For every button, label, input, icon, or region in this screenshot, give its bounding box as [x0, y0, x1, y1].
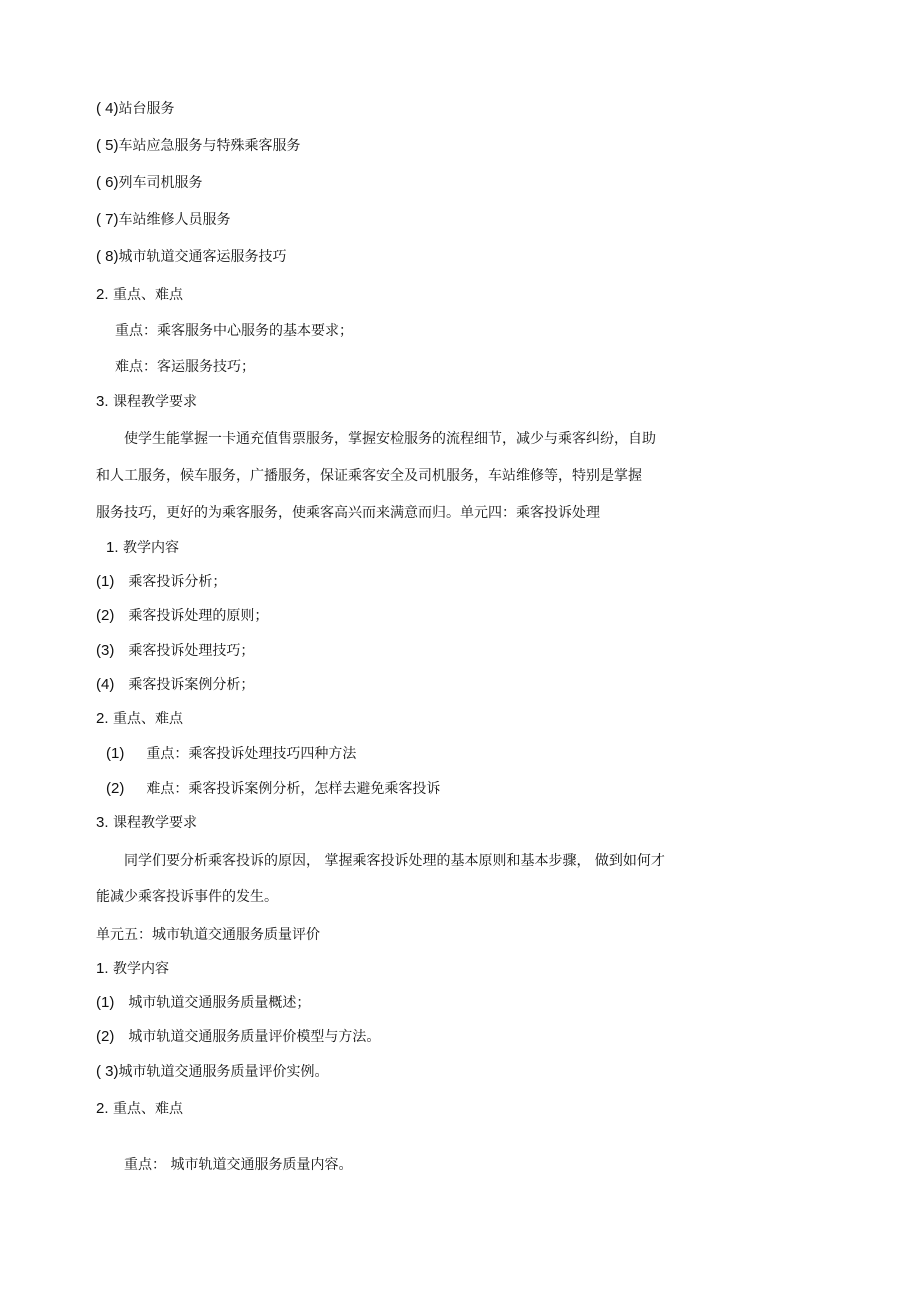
list-item: [96, 993, 310, 1013]
paragraph: [96, 887, 278, 907]
item-number: (4): [96, 676, 115, 693]
heading-text: 课程教学要求: [112, 394, 197, 410]
heading-number: 1.: [96, 960, 109, 977]
item-number: ( 4): [96, 100, 119, 117]
paragraph-text: 重点：乘客服务中心服务的基本要求；: [115, 323, 353, 339]
heading-text: 教学内容: [122, 540, 179, 556]
paragraph: [96, 466, 642, 486]
item-number: (2): [106, 780, 125, 797]
item-number: ( 8): [96, 248, 119, 265]
paragraph-text: 同学们要分析乘客投诉的原因， 掌握乘客投诉处理的基本原则和基本步骤， 做到如何才: [124, 853, 665, 869]
list-item: [96, 1062, 329, 1082]
item-number: (2): [96, 607, 115, 624]
item-number: ( 6): [96, 174, 119, 191]
paragraph: [96, 503, 600, 523]
item-text: 乘客投诉处理技巧；: [128, 643, 255, 659]
item-number: ( 5): [96, 137, 119, 154]
heading-number: 2.: [96, 710, 109, 727]
section-heading: [96, 813, 197, 833]
item-text: 城市轨道交通服务质量概述；: [128, 995, 311, 1011]
heading-text: 课程教学要求: [112, 815, 197, 831]
list-item: [106, 744, 356, 764]
paragraph-text: 使学生能掌握一卡通充值售票服务，掌握安检服务的流程细节，减少与乘客纠纷，自助: [124, 431, 656, 447]
list-item: [96, 210, 231, 230]
list-item: [96, 606, 268, 626]
paragraph-text: 难点：客运服务技巧；: [115, 359, 255, 375]
item-text: 城市轨道交通服务质量评价实例。: [118, 1064, 329, 1080]
heading-text: 重点、难点: [112, 287, 183, 303]
heading-text: 重点、难点: [112, 1101, 183, 1117]
item-text: 列车司机服务: [118, 175, 203, 191]
unit-title: [96, 925, 320, 945]
list-item: [96, 173, 203, 193]
paragraph-text: 和人工服务，候车服务，广播服务，保证乘客安全及司机服务，车站维修等，特别是掌握: [96, 468, 642, 484]
item-number: ( 7): [96, 211, 119, 228]
list-item: [96, 136, 301, 156]
item-text: 乘客投诉案例分析；: [128, 677, 255, 693]
item-number: (2): [96, 1028, 115, 1045]
paragraph-text: 重点： 城市轨道交通服务质量内容。: [124, 1157, 353, 1173]
item-text: 难点：乘客投诉案例分析，怎样去避免乘客投诉: [146, 781, 441, 797]
item-number: ( 3): [96, 1063, 119, 1080]
unit-title-text: 单元五：城市轨道交通服务质量评价: [96, 927, 320, 943]
item-number: (1): [106, 745, 125, 762]
paragraph: [124, 851, 665, 871]
paragraph: [115, 357, 255, 377]
heading-number: 3.: [96, 814, 109, 831]
item-text: 城市轨道交通服务质量评价模型与方法。: [128, 1029, 381, 1045]
heading-number: 3.: [96, 393, 109, 410]
section-heading: [96, 959, 169, 979]
heading-text: 重点、难点: [112, 711, 183, 727]
list-item: [96, 1027, 380, 1047]
item-text: 车站应急服务与特殊乘客服务: [118, 138, 301, 154]
paragraph: [124, 1155, 352, 1175]
item-number: (1): [96, 573, 115, 590]
list-item: [96, 99, 175, 119]
section-heading: [96, 392, 197, 412]
item-text: 乘客投诉处理的原则；: [128, 608, 269, 624]
item-text: 重点：乘客投诉处理技巧四种方法: [146, 746, 357, 762]
item-text: 车站维修人员服务: [118, 212, 231, 228]
paragraph: [124, 429, 656, 449]
list-item: [96, 572, 226, 592]
list-item: [96, 641, 254, 661]
section-heading: [106, 538, 179, 558]
list-item: [106, 779, 440, 799]
item-text: 城市轨道交通客运服务技巧: [118, 249, 287, 265]
heading-number: 2.: [96, 1100, 109, 1117]
list-item: [96, 247, 287, 267]
item-text: 乘客投诉分析；: [128, 574, 227, 590]
paragraph-text: 能减少乘客投诉事件的发生。: [96, 889, 278, 905]
section-heading: [96, 709, 183, 729]
item-text: 站台服务: [118, 101, 175, 117]
paragraph: [115, 321, 353, 341]
heading-number: 2.: [96, 286, 109, 303]
list-item: [96, 675, 254, 695]
item-number: (3): [96, 642, 115, 659]
paragraph-text: 服务技巧，更好的为乘客服务，使乘客高兴而来满意而归。单元四：乘客投诉处理: [96, 505, 600, 521]
item-number: (1): [96, 994, 115, 1011]
heading-text: 教学内容: [112, 961, 169, 977]
section-heading: [96, 1099, 183, 1119]
heading-number: 1.: [106, 539, 119, 556]
section-heading: [96, 285, 183, 305]
